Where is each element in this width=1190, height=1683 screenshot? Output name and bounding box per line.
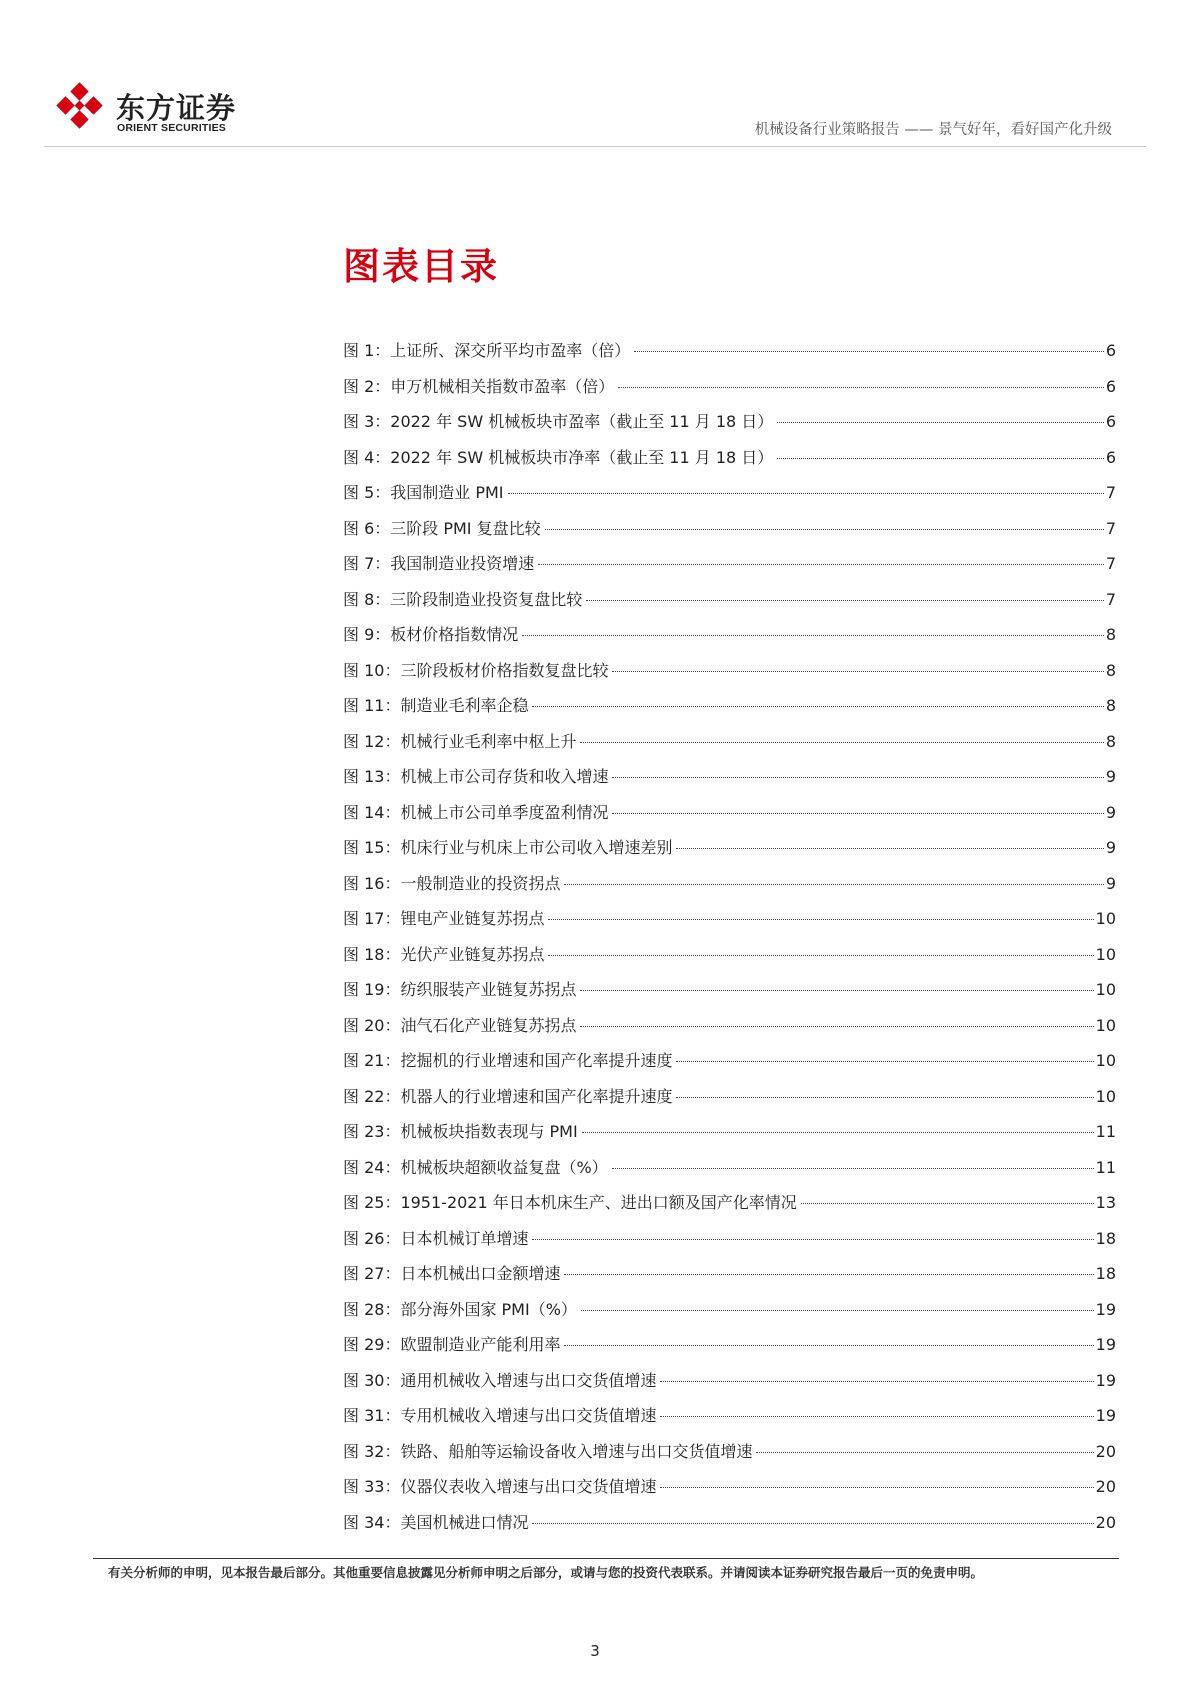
toc-entry[interactable]	[343, 871, 1116, 907]
toc-entry-label: 图 15：机床行业与机床上市公司收入增速差别	[343, 838, 673, 857]
toc-dot-leader	[777, 422, 1104, 423]
toc-entry-label: 图 24：机械板块超额收益复盘（%）	[343, 1157, 608, 1177]
toc-entry-label: 图 4：2022 年 SW 机械板块市净率（截止至 11 月 18 日）	[343, 447, 774, 467]
toc-dot-leader	[564, 1345, 1093, 1346]
toc-entry-label: 图 12：机械行业毛利率中枢上升	[343, 731, 577, 751]
toc-entry-page: 9	[1105, 767, 1116, 786]
toc-dot-leader	[532, 706, 1103, 707]
toc-entry-page: 10	[1095, 1015, 1116, 1035]
toc-dot-leader	[801, 1203, 1094, 1204]
toc-dot-leader	[756, 1452, 1093, 1453]
toc-entry-label: 图 21：挖掘机的行业增速和国产化率提升速度	[343, 1051, 673, 1070]
toc-dot-leader	[676, 1061, 1093, 1062]
toc-dot-leader	[580, 1026, 1093, 1027]
toc-entry-page: 8	[1105, 731, 1116, 751]
toc-entry-page: 18	[1095, 1264, 1116, 1283]
toc-entry[interactable]	[343, 1013, 1116, 1049]
toc-dot-leader	[545, 529, 1104, 530]
toc-entry[interactable]	[343, 764, 1116, 800]
toc-dot-leader	[660, 1416, 1093, 1417]
toc-entry[interactable]	[343, 551, 1116, 587]
toc-entry-page: 10	[1095, 980, 1116, 999]
toc-dot-leader	[582, 1132, 1094, 1133]
toc-entry-page: 20	[1095, 1477, 1116, 1496]
logo-english-name: ORIENT SECURITIES	[117, 122, 226, 134]
toc-entry-page: 13	[1095, 1193, 1116, 1212]
toc-entry[interactable]	[343, 338, 1116, 374]
logo-mark-icon	[54, 82, 110, 138]
toc-entry-label: 图 13：机械上市公司存货和收入增速	[343, 767, 609, 786]
toc-entry-label: 图 8：三阶段制造业投资复盘比较	[343, 589, 583, 609]
toc-entry[interactable]	[343, 1403, 1116, 1439]
toc-entry-label: 图 31：专用机械收入增速与出口交货值增速	[343, 1406, 657, 1425]
toc-entry[interactable]	[343, 1048, 1116, 1084]
toc-entry-label: 图 32：铁路、船舶等运输设备收入增速与出口交货值增速	[343, 1441, 753, 1461]
toc-dot-leader	[538, 564, 1104, 565]
toc-dot-leader	[586, 600, 1104, 601]
toc-entry[interactable]	[343, 622, 1116, 658]
toc-entry-page: 10	[1095, 1086, 1116, 1106]
toc-entry-page: 20	[1095, 1441, 1116, 1461]
toc-entry-label: 图 16：一般制造业的投资拐点	[343, 873, 561, 893]
toc-entry-page: 10	[1095, 909, 1116, 928]
toc-entry[interactable]	[343, 1084, 1116, 1120]
toc-entry-label: 图 1：上证所、深交所平均市盈率（倍）	[343, 341, 631, 360]
footer-divider	[93, 1558, 1119, 1559]
toc-entry-page: 7	[1105, 483, 1116, 502]
toc-entry[interactable]	[343, 445, 1116, 481]
toc-entry-label: 图 26：日本机械订单增速	[343, 1228, 529, 1248]
company-logo	[54, 82, 274, 138]
toc-entry-page: 10	[1095, 1051, 1116, 1070]
toc-entry[interactable]	[343, 1474, 1116, 1510]
toc-entry-page: 6	[1105, 447, 1116, 467]
toc-entry-page: 8	[1105, 625, 1116, 644]
toc-entry-page: 10	[1095, 944, 1116, 964]
toc-entry-page: 8	[1105, 660, 1116, 680]
toc-heading: 图表目录	[343, 245, 499, 288]
toc-entry-label: 图 28：部分海外国家 PMI（%）	[343, 1299, 577, 1319]
toc-entry-label: 图 14：机械上市公司单季度盈利情况	[343, 802, 609, 822]
toc-entry-page: 11	[1095, 1122, 1116, 1141]
toc-entry-label: 图 9：板材价格指数情况	[343, 625, 519, 644]
toc-entry-page: 7	[1105, 554, 1116, 573]
toc-entry-label: 图 34：美国机械进口情况	[343, 1512, 529, 1532]
toc-entry-label: 图 25：1951-2021 年日本机床生产、进出口额及国产化率情况	[343, 1193, 797, 1212]
toc-entry-page: 6	[1105, 376, 1116, 396]
toc-entry[interactable]	[343, 1119, 1116, 1155]
header-divider	[44, 146, 1146, 147]
toc-entry-page: 19	[1095, 1299, 1116, 1319]
toc-dot-leader	[618, 387, 1104, 388]
toc-dot-leader	[580, 742, 1103, 743]
toc-entry[interactable]	[343, 835, 1116, 871]
toc-dot-leader	[564, 1274, 1093, 1275]
toc-entry-label: 图 17：锂电产业链复苏拐点	[343, 909, 545, 928]
toc-entry[interactable]	[343, 906, 1116, 942]
toc-entry-page: 9	[1105, 838, 1116, 857]
toc-entry[interactable]	[343, 480, 1116, 516]
toc-entry-label: 图 20：油气石化产业链复苏拐点	[343, 1015, 577, 1035]
toc-entry[interactable]	[343, 587, 1116, 623]
toc-entry-label: 图 11：制造业毛利率企稳	[343, 696, 529, 715]
toc-entry-page: 6	[1105, 341, 1116, 360]
toc-dot-leader	[532, 1239, 1093, 1240]
toc-entry-page: 18	[1095, 1228, 1116, 1248]
toc-entry[interactable]	[343, 1226, 1116, 1262]
toc-dot-leader	[508, 493, 1104, 494]
toc-entry[interactable]	[343, 977, 1116, 1013]
toc-entry-page: 19	[1095, 1406, 1116, 1425]
toc-entry-label: 图 22：机器人的行业增速和国产化率提升速度	[343, 1086, 673, 1106]
toc-dot-leader	[564, 884, 1103, 885]
toc-entry[interactable]	[343, 1510, 1116, 1546]
toc-list	[343, 338, 1116, 1545]
toc-entry-label: 图 2：申万机械相关指数市盈率（倍）	[343, 376, 615, 396]
toc-entry-label: 图 18：光伏产业链复苏拐点	[343, 944, 545, 964]
footer-disclaimer: 有关分析师的申明，见本报告最后部分。其他重要信息披露见分析师申明之后部分，或请与您的投资代表联系。并请阅读本证券研究报告最后一页的免责申明。	[108, 1565, 984, 1580]
toc-entry[interactable]	[343, 658, 1116, 694]
toc-dot-leader	[612, 1168, 1094, 1169]
toc-entry-page: 11	[1095, 1157, 1116, 1177]
toc-entry[interactable]	[343, 1332, 1116, 1368]
toc-entry-page: 7	[1105, 518, 1116, 538]
toc-entry-label: 图 6：三阶段 PMI 复盘比较	[343, 518, 541, 538]
toc-entry[interactable]	[343, 1297, 1116, 1333]
toc-entry[interactable]	[343, 800, 1116, 836]
toc-entry-label: 图 5：我国制造业 PMI	[343, 483, 504, 502]
page-number: 3	[590, 1642, 600, 1660]
toc-dot-leader	[612, 777, 1103, 778]
toc-entry-page: 9	[1105, 873, 1116, 893]
toc-entry[interactable]	[343, 1190, 1116, 1226]
toc-entry-label: 图 33：仪器仪表收入增速与出口交货值增速	[343, 1477, 657, 1496]
toc-dot-leader	[612, 813, 1103, 814]
toc-dot-leader	[548, 955, 1093, 956]
toc-entry[interactable]	[343, 942, 1116, 978]
logo-chinese-name: 东方证券	[116, 91, 237, 125]
toc-dot-leader	[522, 635, 1104, 636]
toc-entry-page: 19	[1095, 1335, 1116, 1354]
toc-entry-page: 7	[1105, 589, 1116, 609]
toc-entry[interactable]	[343, 409, 1116, 445]
toc-dot-leader	[581, 1310, 1094, 1311]
toc-dot-leader	[676, 1097, 1093, 1098]
toc-entry-page: 8	[1105, 696, 1116, 715]
toc-entry-label: 图 7：我国制造业投资增速	[343, 554, 535, 573]
toc-entry[interactable]	[343, 729, 1116, 765]
report-title: 机械设备行业策略报告 —— 景气好年，看好国产化升级	[754, 122, 1112, 138]
toc-entry-page: 6	[1105, 412, 1116, 431]
toc-entry[interactable]	[343, 693, 1116, 729]
toc-entry-page: 20	[1095, 1512, 1116, 1532]
toc-entry[interactable]	[343, 1155, 1116, 1191]
toc-entry[interactable]	[343, 1261, 1116, 1297]
toc-entry-label: 图 29：欧盟制造业产能利用率	[343, 1335, 561, 1354]
toc-dot-leader	[612, 671, 1103, 672]
toc-dot-leader	[548, 919, 1093, 920]
toc-entry[interactable]	[343, 374, 1116, 410]
toc-dot-leader	[660, 1487, 1093, 1488]
toc-dot-leader	[777, 458, 1104, 459]
toc-entry-page: 9	[1105, 802, 1116, 822]
toc-dot-leader	[676, 848, 1103, 849]
toc-entry-label: 图 10：三阶段板材价格指数复盘比较	[343, 660, 609, 680]
toc-entry[interactable]	[343, 1368, 1116, 1404]
toc-dot-leader	[660, 1381, 1093, 1382]
toc-dot-leader	[580, 990, 1093, 991]
toc-entry-page: 19	[1095, 1370, 1116, 1390]
toc-entry-label: 图 30：通用机械收入增速与出口交货值增速	[343, 1370, 657, 1390]
toc-dot-leader	[634, 351, 1104, 352]
toc-entry-label: 图 27：日本机械出口金额增速	[343, 1264, 561, 1283]
toc-entry[interactable]	[343, 1439, 1116, 1475]
toc-entry[interactable]	[343, 516, 1116, 552]
toc-entry-label: 图 19：纺织服装产业链复苏拐点	[343, 980, 577, 999]
toc-entry-label: 图 3：2022 年 SW 机械板块市盈率（截止至 11 月 18 日）	[343, 412, 774, 431]
toc-dot-leader	[532, 1523, 1093, 1524]
toc-entry-label: 图 23：机械板块指数表现与 PMI	[343, 1122, 578, 1141]
